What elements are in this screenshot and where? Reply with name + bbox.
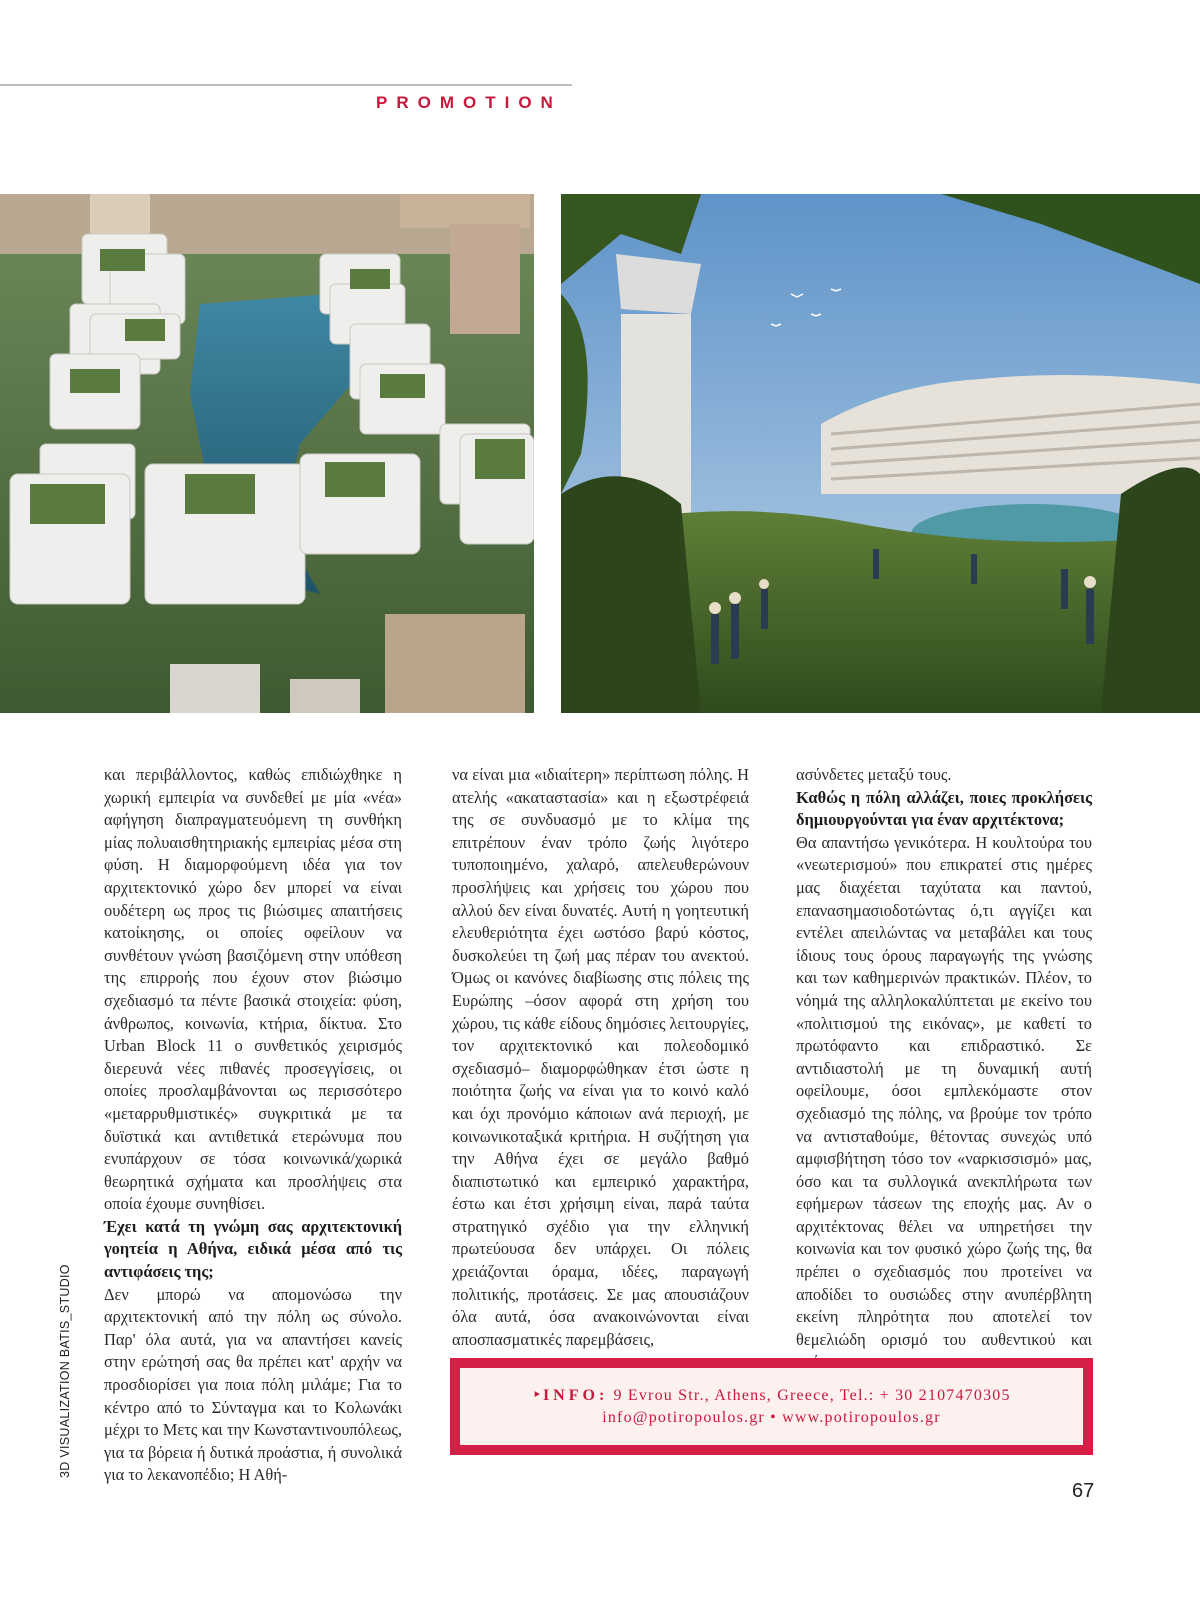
park-lake-image xyxy=(561,194,1200,713)
column-1-paragraph-2: Δεν μπορώ να απομονώσω την αρχιτεκτονική από την πόλη ως σύνολο. Παρ' όλα αυτά, για να απαντήσει κανείς στην ερώτησή σας θα πρέπει κατ' αρχήν να προσδιορίσει για ποια πόλη μιλάμε; Για το κέντρο από το Σύνταγμα και το Κολωνάκι μέχρι το Μετς και την Κωνσταντινουπόλεως, για τα βόρεια ή δυτικά προάστια, ή συνολικά για το λεκανοπέδιο; Η Αθή- xyxy=(104,1284,402,1485)
info-box xyxy=(450,1358,1093,1455)
top-rule xyxy=(0,84,572,86)
info-contacts: info@potiropoulos.gr • www.potiropoulos.gr xyxy=(602,1409,941,1426)
text-column-2 xyxy=(452,764,749,1351)
image-credit: 3D VISUALIZATION BATIS_STUDIO xyxy=(58,1264,72,1478)
text-column-3 xyxy=(796,764,1092,1374)
park-render-graphic xyxy=(561,194,1200,713)
info-line-1 xyxy=(460,1385,1083,1407)
text-column-1 xyxy=(104,764,402,1487)
column-1-paragraph-1: και περιβάλλοντος, καθώς επιδιώχθηκε η χωρική εμπειρία να συνδεθεί με μία «νέα» αφήγηση διαπραγματευόμενη τη συνθήκη μίας πολυαισθητηριακής εμπειρίας μέσα στη φύση. Η διαμορφούμενη ιδέα για τον αρχιτεκτονικό χώρο δεν μπορεί να είναι ουδέτερη ως προς τις βιώσιμες απαιτήσεις κατοίκησης, οι οποίες οφείλουν να συνθέτουν γνώση βασιζόμενη στην υπόθεση της επιρροής που έχουν στον βιώσιμο σχεδιασμό τα πέντε βασικά στοιχεία: φύση, άνθρωπος, κοινωνία, κτήρια, δίκτυα. Στο Urban Block 11 ο συνθετικός χειρισμός διερευνά νέες πιθανές προσεγγίσεις, οι οποίες προσλαμβάνονται ως περισσότερο «μεταρρυθμιστικές» συγκριτικά με τα δυϊστικά και αντιθετικά ετερώνυμα που ενυπάρχουν σε τόσα κοινωνικά/χωρικά θεωρητικά σχήματα και προσλήψεις στα οποία έχουμε συνηθίσει. xyxy=(104,765,402,1214)
info-box-inner xyxy=(460,1368,1083,1445)
section-label: PROMOTION xyxy=(376,93,562,112)
info-arrow-icon: ‣ xyxy=(532,1387,543,1404)
info-address: 9 Evrou Str., Athens, Greece, Tel.: + 30 2107470305 xyxy=(613,1387,1011,1404)
column-3-paragraph-2: Θα απαντήσω γενικότερα. Η κουλτούρα του «νεωτερισμού» που επικρατεί στις ημέρες μας διαχέεται ταχύτατα και παντού, επανασημασιοδοτώντας ό,τι αγγίζει και εντέλει απειλώντας να μεταβάλει και τους ίδιους τους όρους παραγωγής της γνώσης και των καθημερινών πρακτικών. Πλέον, το νόημά της αλληλοκαλύπτεται με εκείνο του «πολιτισμού της εικόνας», με καθετί το πρωτόφαντο και επιδραστικό. Σε αντιδιαστολή με τη δυναμική αυτή οφείλουμε, όσοι εμπλεκόμαστε στον σχεδιασμό της πόλης, να βρούμε τον τρόπο να αντισταθούμε, θέτοντας συνεχώς υπό αμφισβήτηση τόσο τον «ναρκισσισμό» μας, όσο και τα συλλογικά ανεκπλήρωτα των εφήμερων τάσεων της εποχής μας. Αν ο αρχιτέκτονας θέλει να υπηρετήσει την κοινωνία και τον φυσικό χώρο ζωής της, θα πρέπει ο σχεδιασμός που προτείνει να αποδίδει το ουσιώδες στην ανυπέρβλητη εκείνη πληρότητα που αποτελεί τον θεμελιώδη ορισμό του αυθεντικού και xyxy=(796,832,1092,1349)
aerial-city-image xyxy=(0,194,534,713)
page-number: 67 xyxy=(1072,1480,1095,1502)
interview-question-2: Καθώς η πόλη αλλάζει, ποιες προκλήσεις δημιουργούνται για έναν αρχιτέκτονα; xyxy=(796,787,1092,830)
column-3-paragraph-1: ασύνδετες μεταξύ τους. xyxy=(796,765,952,784)
column-2-paragraph-1: να είναι μια «ιδιαίτερη» περίπτωση πόλης. Η ατελής «ακαταστασία» και η εξωστρέφειά της σε συνδυασμό με το κλίμα της επιτρέπουν έναν τρόπο ζωής λιγότερο τυποποιημένο, χαλαρό, απελευθερώνουν προσλήψεις και χρήσεις του χώρου που αλλού δεν είναι δυνατές. Αυτή η γοητευτική ελευθεριότητα έχει ωστόσο βαρύ κόστος, δυσκολεύει τη ζωή μας πέραν του ανεκτού. Όμως οι κανόνες διαβίωσης στις πόλεις της Ευρώπης –όσον αφορά στη χρήση του χώρου, τις κάθε είδους δημόσιες λειτουργίες, τον αρχιτεκτονικό και πολεοδομικό σχεδιασμό– διαμορφώθηκαν έτσι ώστε η ποιότητα ζωής να είναι για το κοινό καλό και όχι προνόμιο κάποιων ανά περιοχή, με κοινωνικοταξικά κριτήρια. Η συζήτηση για την Αθήνα έχει σε μεγάλο βαθμό διαπιστωτικό και εμπειρικό χαρακτήρα, έστω και έτσι χρήσιμη είναι, παρά ταύτα στρατηγικό σχέδιο για την ελληνική πρωτεύουσα δεν υπάρχει. Οι πόλεις χρειάζονται όραμα, ιδέες, παραγωγή πολιτικής, προτάσεις. Σε μας απουσιάζουν όλα αυτά, όσα ανακοινώνονται είναι αποσπασματικές παρεμβάσεις, xyxy=(452,765,749,1349)
interview-question-1: Έχει κατά τη γνώμη σας αρχιτεκτονική γοητεία η Αθήνα, ειδικά μέσα από τις αντιφάσεις της; xyxy=(104,1216,402,1282)
aerial-render-graphic xyxy=(0,194,534,713)
info-label: INFO: xyxy=(542,1387,609,1404)
